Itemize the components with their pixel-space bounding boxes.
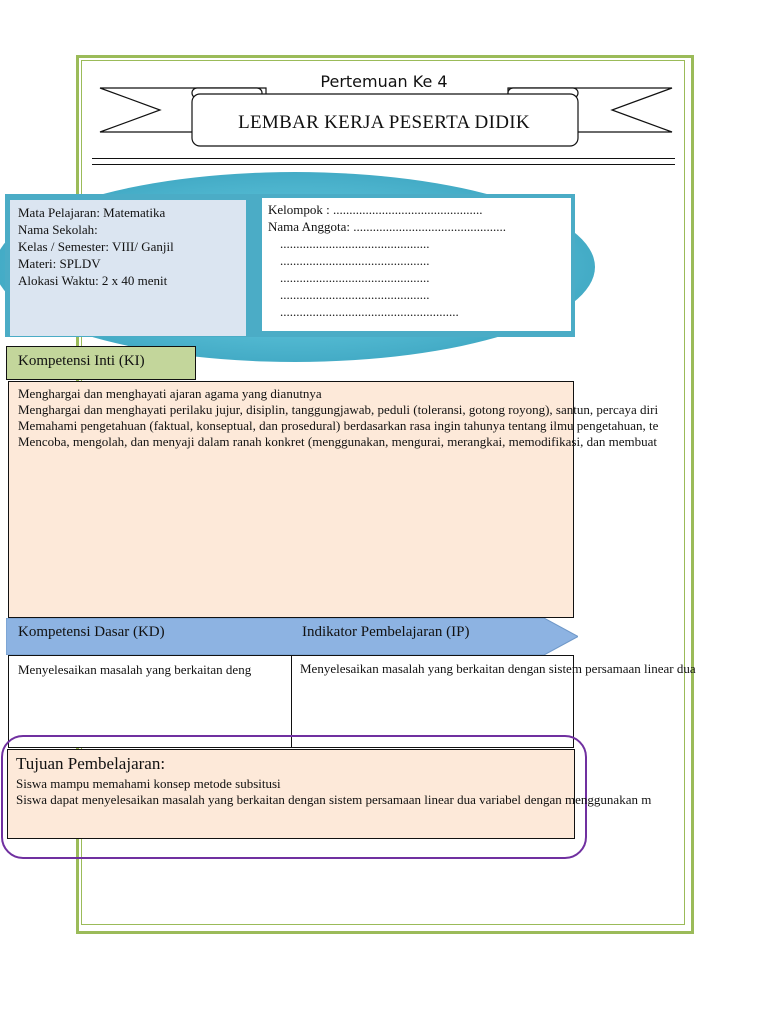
tp-line-1: Siswa mampu memahami konsep metode subsitusi [16,776,281,791]
group-line[interactable]: Kelompok : .............................................. [268,202,483,217]
ki-lines [18,386,658,450]
ki-heading: Kompetensi Inti (KI) [6,346,196,380]
tp-lines [16,776,651,808]
member-entry-4[interactable]: .............................................. [280,287,430,302]
ip-text: Menyelesaikan masalah yang berkaitan dengan sistem persamaan linear dua [300,661,696,676]
tp-line-2: Siswa dapat menyelesaikan masalah yang berkaitan dengan sistem persamaan linear dua variabel dengan menggunakan m [16,792,652,807]
meeting-label: Pertemuan Ke 4 [320,72,448,91]
members-line[interactable]: Nama Anggota: ............................................... [268,219,506,234]
subject-line: Mata Pelajaran: Matematika [18,205,166,220]
school-line: Nama Sekolah: [18,222,98,237]
member-entry-2[interactable]: .............................................. [280,253,430,268]
header-divider-top [92,158,675,159]
member-entry-3[interactable]: .............................................. [280,270,430,285]
ki-line-2: Menghargai dan menghayati perilaku jujur, disiplin, tanggungjawab, peduli (toleransi, gotong royong), santun, percaya diri [18,402,659,417]
member-entry-5[interactable]: ....................................................... [280,304,459,319]
ki-line-1: Menghargai dan menghayati ajaran agama yang dianutnya [18,386,322,401]
ip-heading: Indikator Pembelajaran (IP) [302,624,470,640]
ki-line-4: Mencoba, mengolah, dan menyaji dalam ranah konkret (menggunakan, mengurai, merangkai, memodifikasi, dan membuat [18,434,657,449]
subject-info-lines [10,200,246,289]
time-allocation-line: Alokasi Waktu: 2 x 40 menit [18,273,168,288]
class-semester-line: Kelas / Semester: VIII/ Ganjil [18,239,174,254]
material-line: Materi: SPLDV [18,256,101,271]
worksheet-title: LEMBAR KERJA PESERTA DIDIK [238,112,530,133]
subject-info-box [10,200,246,336]
kd-heading: Kompetensi Dasar (KD) [18,624,165,640]
member-entry-1[interactable]: .............................................. [280,236,430,251]
group-info-box [262,198,571,331]
tp-heading: Tujuan Pembelajaran: [16,754,166,773]
kd-text: Menyelesaikan masalah yang berkaitan deng [18,662,252,677]
ki-line-3: Memahami pengetahuan (faktual, konseptual, dan prosedural) berdasarkan rasa ingin tahunya tentang ilmu pengetahuan, te [18,418,659,433]
header-divider-bottom [92,164,675,165]
